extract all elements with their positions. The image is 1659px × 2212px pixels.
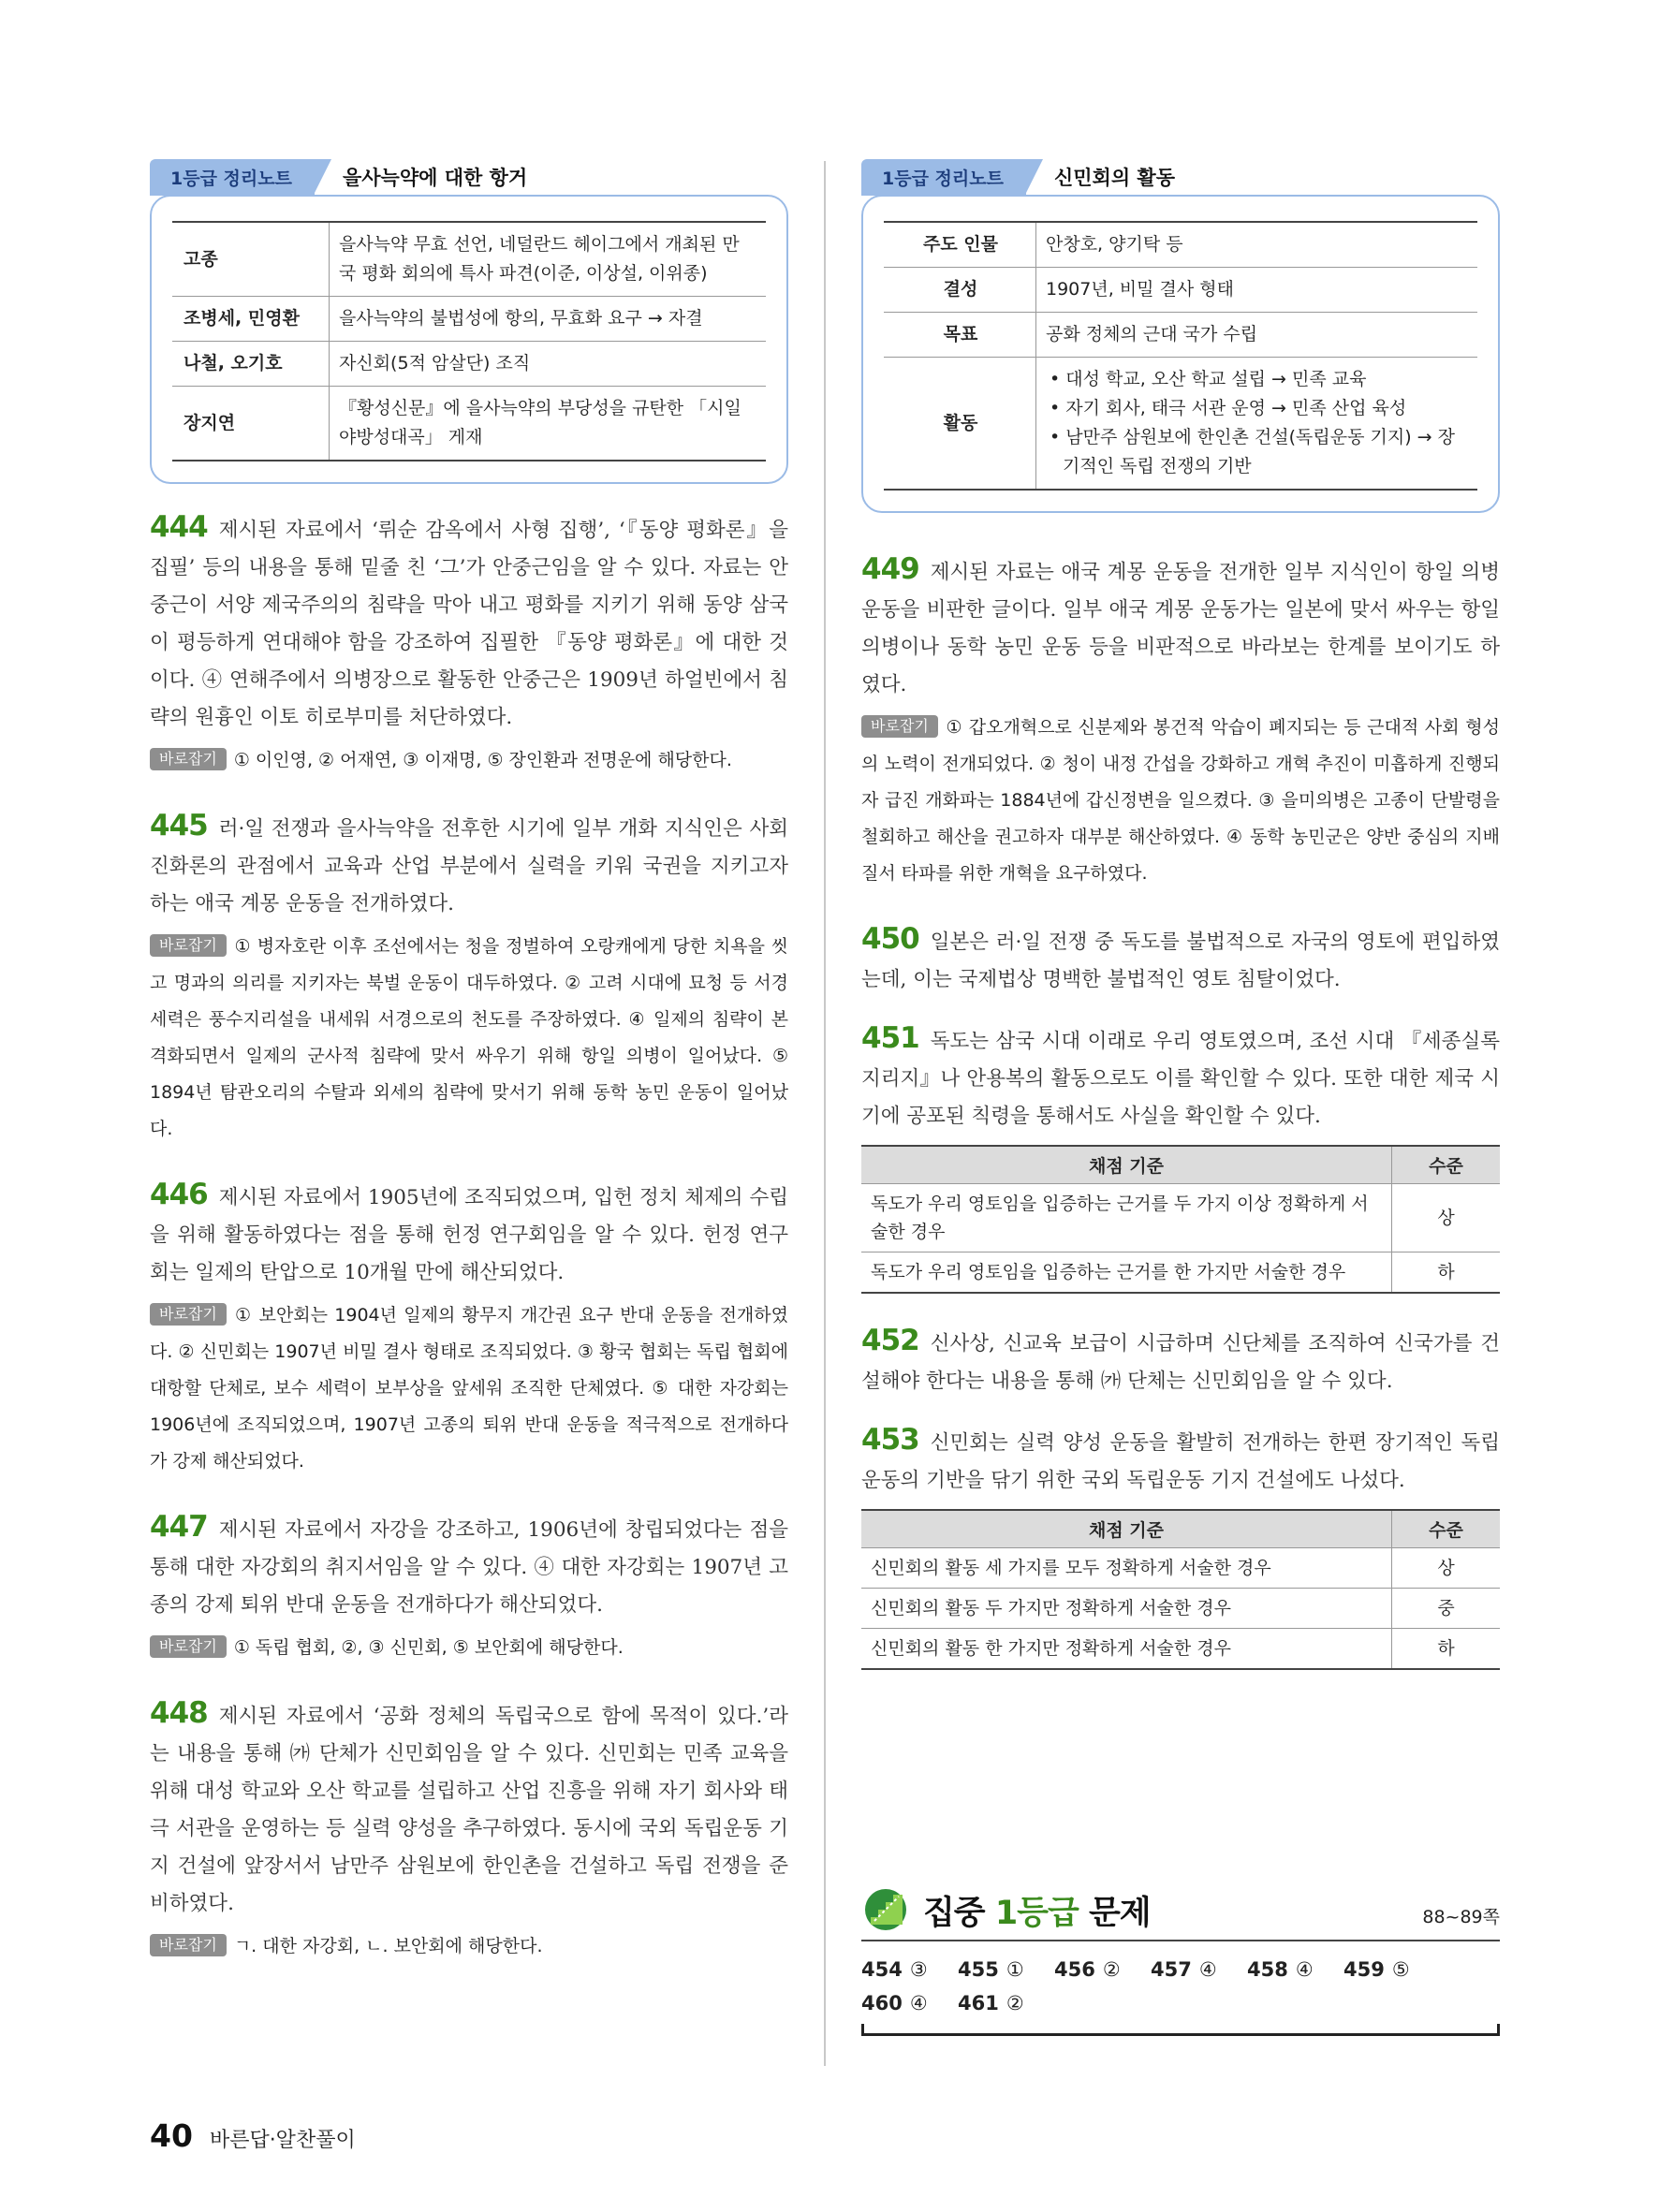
answer-list: [861, 1941, 1500, 2014]
page-number: 40: [150, 2117, 193, 2154]
answer-value: ④: [1198, 1958, 1217, 1981]
focus-title-a: 집중: [923, 1895, 985, 1932]
right-note-box: [861, 195, 1500, 513]
correction-text: ① 이인영, ② 어재연, ③ 이재명, ⑤ 장인환과 전명운에 해당한다.: [233, 750, 732, 770]
answer-item: [1343, 1958, 1440, 1981]
column-header: 수준: [1392, 1510, 1501, 1548]
focus-header: [861, 1883, 1500, 1934]
correction-note: [150, 742, 788, 779]
answer-value: ③: [909, 1958, 928, 1981]
answer-value: ①: [1006, 1958, 1024, 1981]
answer-value: ⑤: [1391, 1958, 1410, 1981]
question-449: [861, 550, 1500, 892]
left-note-header: [150, 159, 788, 195]
row-value: 공화 정체의 근대 국가 수립: [1036, 313, 1478, 358]
row-key: 주도 인물: [884, 222, 1036, 268]
stairs-icon: [861, 1883, 914, 1934]
correction-badge: 바로잡기: [150, 934, 227, 957]
answer-item: [1151, 1958, 1247, 1981]
level: 하: [1392, 1252, 1501, 1294]
table-row: [861, 1548, 1500, 1589]
answer-question: 460: [861, 1992, 903, 2014]
question-explanation: 독도는 삼국 시대 이래로 우리 영토였으며, 조선 시대 『세종실록지리지』나 안용복의 활동으로도 이를 확인할 수 있다. 또한 대한 제국 시기에 공포된 칙령을 통해서도 사실을 확인할 수 있다.: [861, 1030, 1500, 1128]
answer-item: [861, 1992, 958, 2014]
correction-text: ① 병자호란 이후 조선에서는 청을 정벌하여 오랑캐에게 당한 치욕을 씻고 명과의 의리를 지키자는 북벌 운동이 대두하였다. ② 고려 시대에 묘청 등 서경 세력은 풍수지리설을 내세워 서경으로의 천도를 주장하였다. ④ 일제의 침략이 본격화되면서 일제의 군사적 침략에 맞서 싸우기 위해 항일 의병이 일어났다. ⑤ 1894년 탐관오리의 수탈과 외세의 침략에 맞서기 위해 동학 농민 운동이 일어났다.: [150, 936, 788, 1139]
table-row: [172, 387, 766, 461]
answer-item: [1054, 1958, 1151, 1981]
answer-item: [861, 1958, 958, 1981]
question-explanation: 제시된 자료에서 자강을 강조하고, 1906년에 창립되었다는 점을 통해 대한 자강회의 취지서임을 알 수 있다. ④ 대한 자강회는 1907년 고종의 강제 퇴위 반대 운동을 전개하다가 해산되었다.: [150, 1518, 788, 1617]
question-number: 453: [861, 1423, 919, 1457]
column-header: 수준: [1392, 1146, 1501, 1184]
answer-question: 461: [958, 1992, 999, 2014]
question-451: [861, 1019, 1500, 1294]
table-row: [172, 342, 766, 387]
left-note-box: [150, 195, 788, 484]
row-value: 『황성신문』에 을사늑약의 부당성을 규탄한 「시일야방성대곡」 게재: [330, 387, 767, 461]
correction-note: [150, 1297, 788, 1480]
answer-question: 454: [861, 1958, 903, 1981]
row-value: 자신회(5적 암살단) 조직: [330, 342, 767, 387]
level: 하: [1392, 1629, 1501, 1670]
level: 중: [1392, 1589, 1501, 1629]
answer-value: ②: [1006, 1992, 1024, 2014]
question-explanation: 신사상, 신교육 보급이 시급하며 신단체를 조직하여 신국가를 건설해야 한다는 내용을 통해 ㈎ 단체는 신민회임을 알 수 있다.: [861, 1332, 1500, 1393]
question-number: 445: [150, 809, 208, 842]
correction-note: [150, 929, 788, 1148]
table-row: [861, 1629, 1500, 1670]
answer-value: ④: [909, 1992, 928, 2014]
column-header: 채점 기준: [861, 1146, 1392, 1184]
question-number: 447: [150, 1510, 208, 1544]
table-row: [172, 297, 766, 342]
table-row: [861, 1252, 1500, 1294]
table-row: [861, 1184, 1500, 1252]
book-title: 바른답·알찬풀이: [209, 2129, 356, 2152]
focus-answers-section: [861, 1883, 1500, 2036]
table-row: [861, 1589, 1500, 1629]
table-row: [884, 268, 1477, 313]
row-key: 결성: [884, 268, 1036, 313]
answer-item: [1247, 1958, 1343, 1981]
table-row: [884, 358, 1477, 491]
right-note-header: [861, 159, 1500, 195]
list-item: • 남만주 삼원보에 한인촌 건설(독립운동 기지) → 장기적인 독립 전쟁의 기반: [1050, 427, 1455, 476]
criterion: 신민회의 활동 세 가지를 모두 정확하게 서술한 경우: [861, 1548, 1392, 1589]
correction-text: ① 갑오개혁으로 신분제와 봉건적 악습이 폐지되는 등 근대적 사회 형성의 노력이 전개되었다. ② 청이 내정 간섭을 강화하고 개혁 추진이 미흡하게 진행되자 급진 개화파는 1884년에 갑신정변을 일으켰다. ③ 을미의병은 고종이 단발령을 철회하고 해산을 권고하자 대부분 해산하였다. ④ 동학 농민군은 양반 중심의 지배 질서 타파를 위한 개혁을 요구하였다.: [861, 717, 1500, 884]
row-key: 장지연: [172, 387, 330, 461]
answer-question: 458: [1247, 1958, 1288, 1981]
question-number: 450: [861, 922, 919, 956]
question-445: [150, 807, 788, 1148]
row-key: 고종: [172, 222, 330, 297]
correction-badge: 바로잡기: [150, 748, 227, 770]
activity-list: [1046, 365, 1468, 481]
table-row: [884, 313, 1477, 358]
answer-item: [958, 1992, 1054, 2014]
correction-note: [150, 1630, 788, 1666]
answer-value: ④: [1295, 1958, 1314, 1981]
correction-badge: 바로잡기: [150, 1303, 227, 1326]
correction-badge: 바로잡기: [861, 715, 938, 738]
right-column: [861, 159, 1500, 1670]
question-explanation: 신민회는 실력 양성 운동을 활발히 전개하는 한편 장기적인 독립운동의 기반을 닦기 위한 국외 독립운동 기지 건설에도 나섰다.: [861, 1431, 1500, 1492]
table-row: [884, 222, 1477, 268]
row-key: 목표: [884, 313, 1036, 358]
question-number: 452: [861, 1324, 919, 1357]
table-row: [172, 222, 766, 297]
criterion: 독도가 우리 영토임을 입증하는 근거를 한 가지만 서술한 경우: [861, 1252, 1392, 1294]
right-note-table: [884, 221, 1477, 491]
correction-text: ① 독립 협회, ②, ③ 신민회, ⑤ 보안회에 해당한다.: [233, 1637, 624, 1658]
row-value: 을사늑약 무효 선언, 네덜란드 헤이그에서 개최된 만국 평화 회의에 특사 파견(이준, 이상설, 이위종): [330, 222, 767, 297]
row-key: 나철, 오기호: [172, 342, 330, 387]
question-453: [861, 1421, 1500, 1670]
note-tab: 1등급 정리노트: [150, 159, 315, 196]
page-footer: [150, 2117, 356, 2154]
answer-question: 459: [1343, 1958, 1385, 1981]
left-column: [150, 159, 788, 1965]
column-divider: [824, 161, 826, 2066]
question-number: 449: [861, 552, 919, 586]
focus-bottom-bracket: [861, 2024, 1500, 2036]
correction-badge: 바로잡기: [150, 1635, 227, 1658]
question-explanation: 일본은 러·일 전쟁 중 독도를 불법적으로 자국의 영토에 편입하였는데, 이는 국제법상 명백한 불법적인 영토 침탈이었다.: [861, 930, 1500, 991]
question-number: 451: [861, 1021, 919, 1055]
question-447: [150, 1508, 788, 1666]
question-explanation: 제시된 자료에서 ‘공화 정체의 독립국으로 함에 목적이 있다.’라는 내용을 통해 ㈎ 단체가 신민회임을 알 수 있다. 신민회는 민족 교육을 위해 대성 학교와 오산 학교를 설립하고 산업 진흥을 위해 자기 회사와 태극 서관을 운영하는 등 실력 양성을 추구하였다. 동시에 국외 독립운동 기지 건설에 앞장서서 남만주 삼원보에 한인촌을 건설하고 독립 전쟁을 준비하였다.: [150, 1705, 788, 1915]
question-explanation: 제시된 자료에서 1905년에 조직되었으며, 입헌 정치 체제의 수립을 위해 활동하였다는 점을 통해 헌정 연구회임을 알 수 있다. 헌정 연구회는 일제의 탄압으로 10개월 만에 해산되었다.: [150, 1186, 788, 1284]
row-value: 안창호, 양기탁 등: [1036, 222, 1478, 268]
note-title: 을사늑약에 대한 항거: [342, 167, 528, 189]
question-number: 446: [150, 1178, 208, 1211]
answer-item: [958, 1958, 1054, 1981]
answer-value: ②: [1102, 1958, 1121, 1981]
criterion: 신민회의 활동 두 가지만 정확하게 서술한 경우: [861, 1589, 1392, 1629]
answer-question: 455: [958, 1958, 999, 1981]
list-item: • 대성 학교, 오산 학교 설립 → 민족 교육: [1050, 369, 1367, 389]
question-452: [861, 1322, 1500, 1400]
focus-title-b: 1등급: [994, 1895, 1079, 1932]
criterion: 신민회의 활동 한 가지만 정확하게 서술한 경우: [861, 1629, 1392, 1670]
question-444: [150, 508, 788, 779]
correction-text: ① 보안회는 1904년 일제의 황무지 개간권 요구 반대 운동을 전개하였다. ② 신민회는 1907년 비밀 결사 형태로 조직되었다. ③ 황국 협회는 독립 협회에 대항할 단체로, 보수 세력이 보부상을 앞세워 조직한 단체였다. ⑤ 대한 자강회는 1906년에 조직되었으며, 1907년 고종의 퇴위 반대 운동을 적극적으로 전개하다가 강제 해산되었다.: [150, 1305, 788, 1472]
question-explanation: 제시된 자료에서 ‘뤼순 감옥에서 사형 집행’, ‘『동양 평화론』을 집필’ 등의 내용을 통해 밑줄 친 ‘그’가 안중근임을 알 수 있다. 자료는 안중근이 서양 제국주의의 침략을 막아 내고 평화를 지키기 위해 동양 삼국이 평등하게 연대해야 함을 강조하여 집필한 『동양 평화론』에 대한 것이다. ④ 연해주에서 의병장으로 활동한 안중근은 1909년 하얼빈에서 침략의 원흉인 이토 히로부미를 처단하였다.: [150, 519, 788, 729]
focus-title: [923, 1887, 1151, 1934]
focus-title-c: 문제: [1088, 1895, 1151, 1932]
correction-badge: 바로잡기: [150, 1934, 227, 1956]
question-446: [150, 1176, 788, 1480]
criterion: 독도가 우리 영토임을 입증하는 근거를 두 가지 이상 정확하게 서술한 경우: [861, 1184, 1392, 1252]
level: 상: [1392, 1184, 1501, 1252]
correction-note: [861, 710, 1500, 892]
left-note-table: [172, 221, 766, 461]
answer-question: 457: [1151, 1958, 1192, 1981]
scoring-table-453: [861, 1509, 1500, 1670]
row-value: 1907년, 비밀 결사 형태: [1036, 268, 1478, 313]
note-title: 신민회의 활동: [1053, 167, 1175, 189]
question-450: [861, 920, 1500, 999]
row-value: 을사늑약의 불법성에 항의, 무효화 요구 → 자결: [330, 297, 767, 342]
column-header: 채점 기준: [861, 1510, 1392, 1548]
question-number: 444: [150, 510, 208, 544]
correction-text: ㄱ. 대한 자강회, ㄴ. 보안회에 해당한다.: [233, 1936, 543, 1956]
row-key: 조병세, 민영환: [172, 297, 330, 342]
focus-page-ref: 88~89쪽: [1422, 1907, 1500, 1927]
row-value: [1036, 358, 1478, 491]
question-explanation: 제시된 자료는 애국 계몽 운동을 전개한 일부 지식인이 항일 의병 운동을 비판한 글이다. 일부 애국 계몽 운동가는 일본에 맞서 싸우는 항일 의병이나 동학 농민 운동 등을 비판적으로 바라보는 한계를 보이기도 하였다.: [861, 561, 1500, 696]
answer-question: 456: [1054, 1958, 1095, 1981]
question-explanation: 러·일 전쟁과 을사늑약을 전후한 시기에 일부 개화 지식인은 사회 진화론의 관점에서 교육과 산업 부분에서 실력을 키워 국권을 지키고자 하는 애국 계몽 운동을 전개하였다.: [150, 817, 788, 916]
list-item: • 자기 회사, 태극 서관 운영 → 민족 산업 육성: [1050, 398, 1407, 418]
question-448: [150, 1694, 788, 1965]
question-number: 448: [150, 1696, 208, 1730]
note-tab: 1등급 정리노트: [861, 159, 1026, 196]
level: 상: [1392, 1548, 1501, 1589]
correction-note: [150, 1928, 788, 1965]
row-key: 활동: [884, 358, 1036, 491]
scoring-table-451: [861, 1145, 1500, 1294]
